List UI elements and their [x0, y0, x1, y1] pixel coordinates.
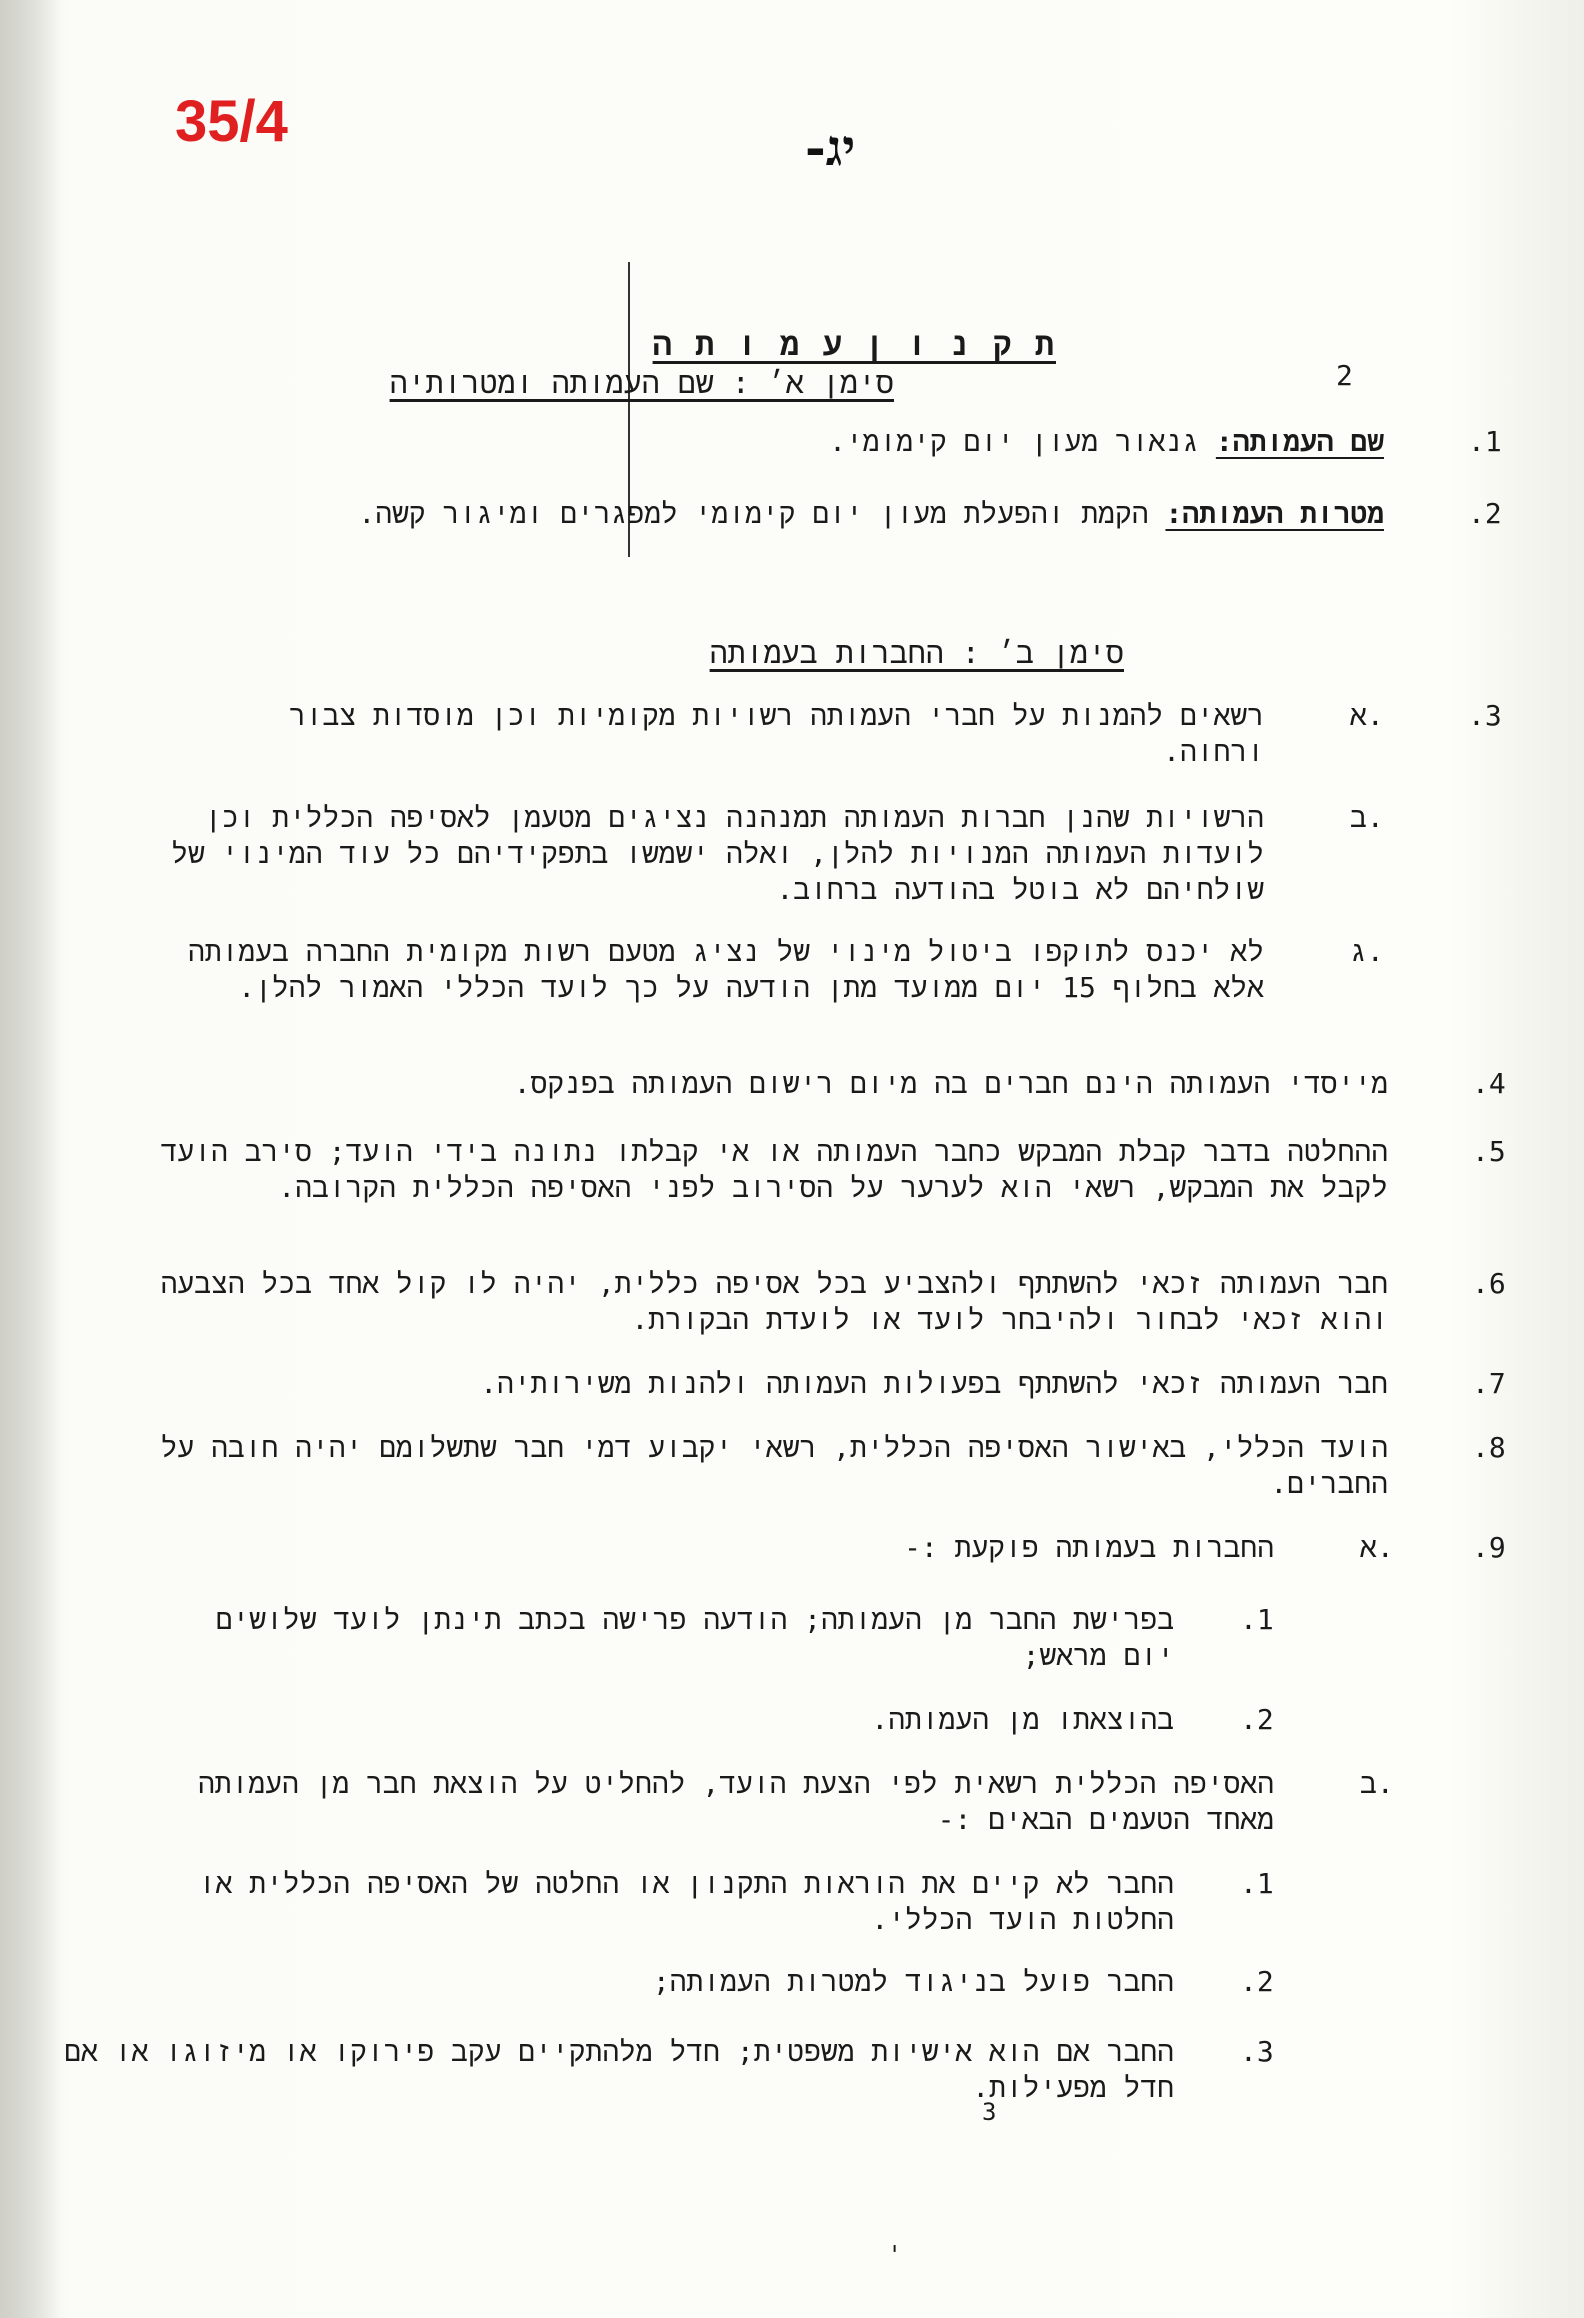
- section-3b-letter: ב.: [1350, 801, 1384, 834]
- chapter-a-heading: סימן א׳ : שם העמותה ומטרותיה: [389, 366, 894, 401]
- section-5-text: ההחלטה בדבר קבלת המבקש כחבר העמותה או אי קבלתו נתונה בידי הועד; סירב הועד לקבל את המבקש, רשאי הוא לערער על הסירוב לפני האסיפה הכללית הקרובה.: [160, 1135, 1388, 1204]
- margin-number: 2: [1336, 359, 1353, 392]
- page-reference: 35/4: [175, 89, 288, 154]
- document-title: ת ק נ ו ן ע מ ו ת ה: [652, 325, 1056, 363]
- section-1-label: שם העמותה:: [1215, 425, 1384, 458]
- section-3a-text: רשאים להמנות על חברי העמותה רשויות מקומיות וכן מוסדות צבור ורחוה.: [288, 699, 1264, 768]
- section-7-number: .7: [1472, 1367, 1506, 1400]
- section-3b-text: הרשויות שהנן חברות העמותה תמנהנה נציגים מטעמן לאסיפה הכללית וכן לועדות העמותה המנויות להלן, ואלה ישמשו בתפקידיהם כל עוד המינוי של שולחיהם לא בוטל בהודעה ברחוב.: [171, 801, 1264, 906]
- section-9b-item-2-text: החבר פועל בניגוד למטרות העמותה;: [652, 1965, 1174, 1998]
- section-9a-letter: א.: [1360, 1531, 1394, 1564]
- section-6-number: .6: [1472, 1267, 1506, 1300]
- section-3c-letter: ג.: [1350, 935, 1384, 968]
- section-4-text: מייסדי העמותה הינם חברים בה מיום רישום העמותה בפנקס.: [513, 1067, 1388, 1100]
- section-9b-item-1-text: החבר לא קיים את הוראות התקנון או החלטה של האסיפה הכללית או החלטות הועד הכללי.: [198, 1867, 1174, 1936]
- section-3c-text: לא יכנס לתוקפו ביטול מינוי של נציג מטעם רשות מקומית החברה בעמותה אלא בחלוף 15 יום ממועד מתן הודעה על כך לועד הכללי האמור להלן.: [188, 935, 1264, 1004]
- section-5-number: .5: [1472, 1135, 1506, 1168]
- section-9a-item-1-number: .1: [1240, 1603, 1274, 1636]
- chapter-b-heading: סימן ב׳ : החברות בעמותה: [709, 636, 1124, 671]
- scan-edge-shadow: [0, 0, 60, 2318]
- section-6-text: חבר העמותה זכאי להשתתף ולהצביע בכל אסיפה כללית, יהיה לו קול אחד בכל הצבעה והוא זכאי לבחור ולהיבחר לועד או לועדת הבקורת.: [160, 1267, 1388, 1336]
- section-9b-item-3-number: .3: [1240, 2035, 1274, 2068]
- section-9b-text: האסיפה הכללית רשאית לפי הצעת הועד, להחליט על הוצאת חבר מן העמותה מאחד הטעמים הבאים :-: [197, 1767, 1274, 1836]
- handwritten-page-number: -יג: [805, 118, 856, 177]
- section-9a-item-2-number: .2: [1240, 1703, 1274, 1736]
- section-2-text: הקמת והפעלת מעון יום קימומי למפגרים ומיגור קשה.: [358, 497, 1149, 530]
- section-3-number: .3: [1468, 699, 1502, 732]
- section-1-number: .1: [1468, 425, 1502, 458]
- section-9b-item-2-number: .2: [1240, 1965, 1274, 1998]
- section-9-number: .9: [1472, 1531, 1506, 1564]
- section-1-text: גנאור מעון יום קימומי.: [829, 425, 1199, 458]
- bottom-page-number: 3: [982, 2098, 997, 2126]
- footer-mark: י: [888, 2239, 902, 2264]
- section-8-number: .8: [1472, 1431, 1506, 1464]
- section-9a-text: החברות בעמותה פוקעת :-: [904, 1531, 1274, 1564]
- section-9b-letter: ב.: [1360, 1767, 1394, 1800]
- section-9b-item-3-text: החבר אם הוא אישיות משפטית; חדל מלהתקיים עקב פירוקו או מיזוגו או אם חדל מפעילות.: [64, 2035, 1174, 2104]
- section-4-number: .4: [1472, 1067, 1506, 1100]
- section-7-text: חבר העמותה זכאי להשתתף בפעולות העמותה ולהנות משירותיה.: [480, 1367, 1388, 1400]
- section-8-text: הועד הכללי, באישור האסיפה הכללית, רשאי יקבוע דמי חבר שתשלומם יהיה חובה על החברים.: [160, 1431, 1388, 1500]
- section-3a-letter: א.: [1350, 699, 1384, 732]
- section-9a-item-2-text: בהוצאתו מן העמותה.: [871, 1703, 1174, 1736]
- section-2: [124, 496, 1384, 532]
- section-9a-item-1-text: בפרישת החבר מן העמותה; הודעה פרישה בכתב תינתן לועד שלושים יום מראש;: [215, 1603, 1174, 1672]
- section-1: [184, 424, 1384, 460]
- section-9b-item-1-number: .1: [1240, 1867, 1274, 1900]
- section-2-label: מטרות העמותה:: [1165, 497, 1384, 530]
- section-2-number: .2: [1468, 497, 1502, 530]
